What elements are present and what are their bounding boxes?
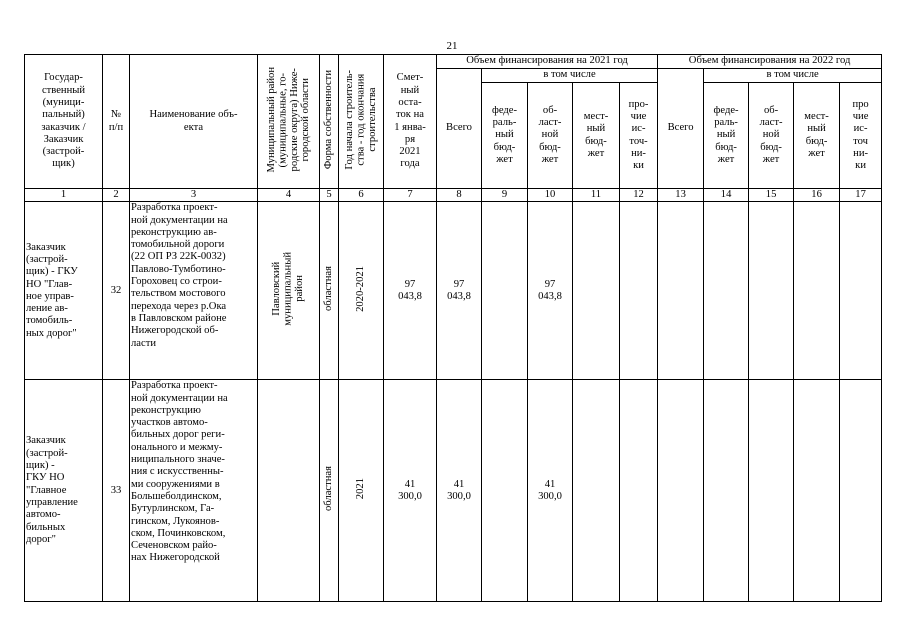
column-number: 3 <box>130 189 258 202</box>
column-number: 11 <box>573 189 620 202</box>
header-customer: Государ- ственный (муници- пальный) заказчик / Заказчик (застрой- щик) <box>25 55 103 189</box>
row-regional-2022 <box>749 202 794 380</box>
column-number: 12 <box>620 189 658 202</box>
column-number: 16 <box>794 189 840 202</box>
financing-table <box>24 54 882 602</box>
header-object-name: Наименование объ- екта <box>130 55 258 189</box>
column-number: 6 <box>339 189 384 202</box>
row-municipality <box>258 380 320 602</box>
column-number: 1 <box>25 189 103 202</box>
row-federal-2022 <box>704 380 749 602</box>
header-local-2022: мест- ный бюд- жет <box>794 83 840 189</box>
row-total-2021: 41 300,0 <box>437 380 482 602</box>
column-number: 14 <box>704 189 749 202</box>
column-number: 10 <box>528 189 573 202</box>
row-customer: Заказчик (застрой- щик) - ГКУ НО "Главное управление автомо- бильных дорог" <box>25 380 103 602</box>
row-total-2021: 97 043,8 <box>437 202 482 380</box>
row-local-2022 <box>794 202 840 380</box>
header-total-2021: Всего <box>437 69 482 189</box>
header-regional-2021: об- ласт- ной бюд- жет <box>528 83 573 189</box>
row-years: 2021 <box>339 380 384 602</box>
row-regional-2022 <box>749 380 794 602</box>
column-number: 8 <box>437 189 482 202</box>
row-estimate-balance: 41 300,0 <box>384 380 437 602</box>
header-ownership: Форма собственности <box>320 55 339 189</box>
row-local-2022 <box>794 380 840 602</box>
header-other-2022: про чие ис- точ ни- ки <box>840 83 882 189</box>
column-number: 9 <box>482 189 528 202</box>
header-federal-2022: феде- раль- ный бюд- жет <box>704 83 749 189</box>
row-federal-2022 <box>704 202 749 380</box>
header-total-2022: Всего <box>658 69 704 189</box>
row-other-2022 <box>840 202 882 380</box>
row-regional-2021: 41 300,0 <box>528 380 573 602</box>
row-object-name: Разработка проект- ной документации на реконструкцию ав- томобильной дороги (22 ОП РЗ 22К-0032) Павлово-Тумботино- Гороховец со строи- тельством мостового перехода через р.Ока в Павловском районе Нижегородской об- ласти <box>130 202 258 380</box>
header-other-2021: про- чие ис- точ- ни- ки <box>620 83 658 189</box>
row-other-2021 <box>620 202 658 380</box>
header-including-2022: в том числе <box>704 69 882 83</box>
column-number: 13 <box>658 189 704 202</box>
row-local-2021 <box>573 380 620 602</box>
column-number: 17 <box>840 189 882 202</box>
row-num: 33 <box>103 380 130 602</box>
row-other-2021 <box>620 380 658 602</box>
column-number: 5 <box>320 189 339 202</box>
column-numbers-row <box>25 189 882 202</box>
row-ownership: областная <box>320 202 339 380</box>
row-years: 2020-2021 <box>339 202 384 380</box>
header-estimate-balance: Смет- ный оста- ток на 1 янва- ря 2021 года <box>384 55 437 189</box>
column-number: 4 <box>258 189 320 202</box>
column-number: 7 <box>384 189 437 202</box>
row-regional-2021: 97 043,8 <box>528 202 573 380</box>
header-municipality: Муниципальный район (муниципальные, го- родские округа) Ниже- городской области <box>258 55 320 189</box>
header-regional-2022: об- ласт- ной бюд- жет <box>749 83 794 189</box>
header-num: № п/п <box>103 55 130 189</box>
header-local-2021: мест- ный бюд- жет <box>573 83 620 189</box>
row-num: 32 <box>103 202 130 380</box>
row-other-2022 <box>840 380 882 602</box>
row-total-2022 <box>658 202 704 380</box>
page-number: 21 <box>446 40 458 52</box>
row-municipality: Павловский муниципальный район <box>258 202 320 380</box>
header-funding-2022: Объем финансирования на 2022 год <box>658 55 882 69</box>
row-estimate-balance: 97 043,8 <box>384 202 437 380</box>
table-row <box>25 380 882 602</box>
column-number: 15 <box>749 189 794 202</box>
table-row <box>25 202 882 380</box>
row-ownership: областная <box>320 380 339 602</box>
row-object-name: Разработка проект- ной документации на реконструкцию участков автомо- бильных дорог реги- онального и межму- ниципального значе- ния с искусственны- ми сооружениями в Большеболдинском, Бутурлинском, Га- гинском, Лукоянов- ском, Починковском, Сеченовском райо- нах Нижегородской <box>130 380 258 602</box>
header-funding-2021: Объем финансирования на 2021 год <box>437 55 658 69</box>
row-customer: Заказчик (застрой- щик) - ГКУ НО "Глав- ное управ- ление ав- томобиль- ных дорог" <box>25 202 103 380</box>
header-federal-2021: феде- раль- ный бюд- жет <box>482 83 528 189</box>
header-years: Год начала строитель- ства - год окончания строительства <box>339 55 384 189</box>
row-local-2021 <box>573 202 620 380</box>
row-federal-2021 <box>482 202 528 380</box>
row-total-2022 <box>658 380 704 602</box>
row-federal-2021 <box>482 380 528 602</box>
column-number: 2 <box>103 189 130 202</box>
header-including-2021: в том числе <box>482 69 658 83</box>
